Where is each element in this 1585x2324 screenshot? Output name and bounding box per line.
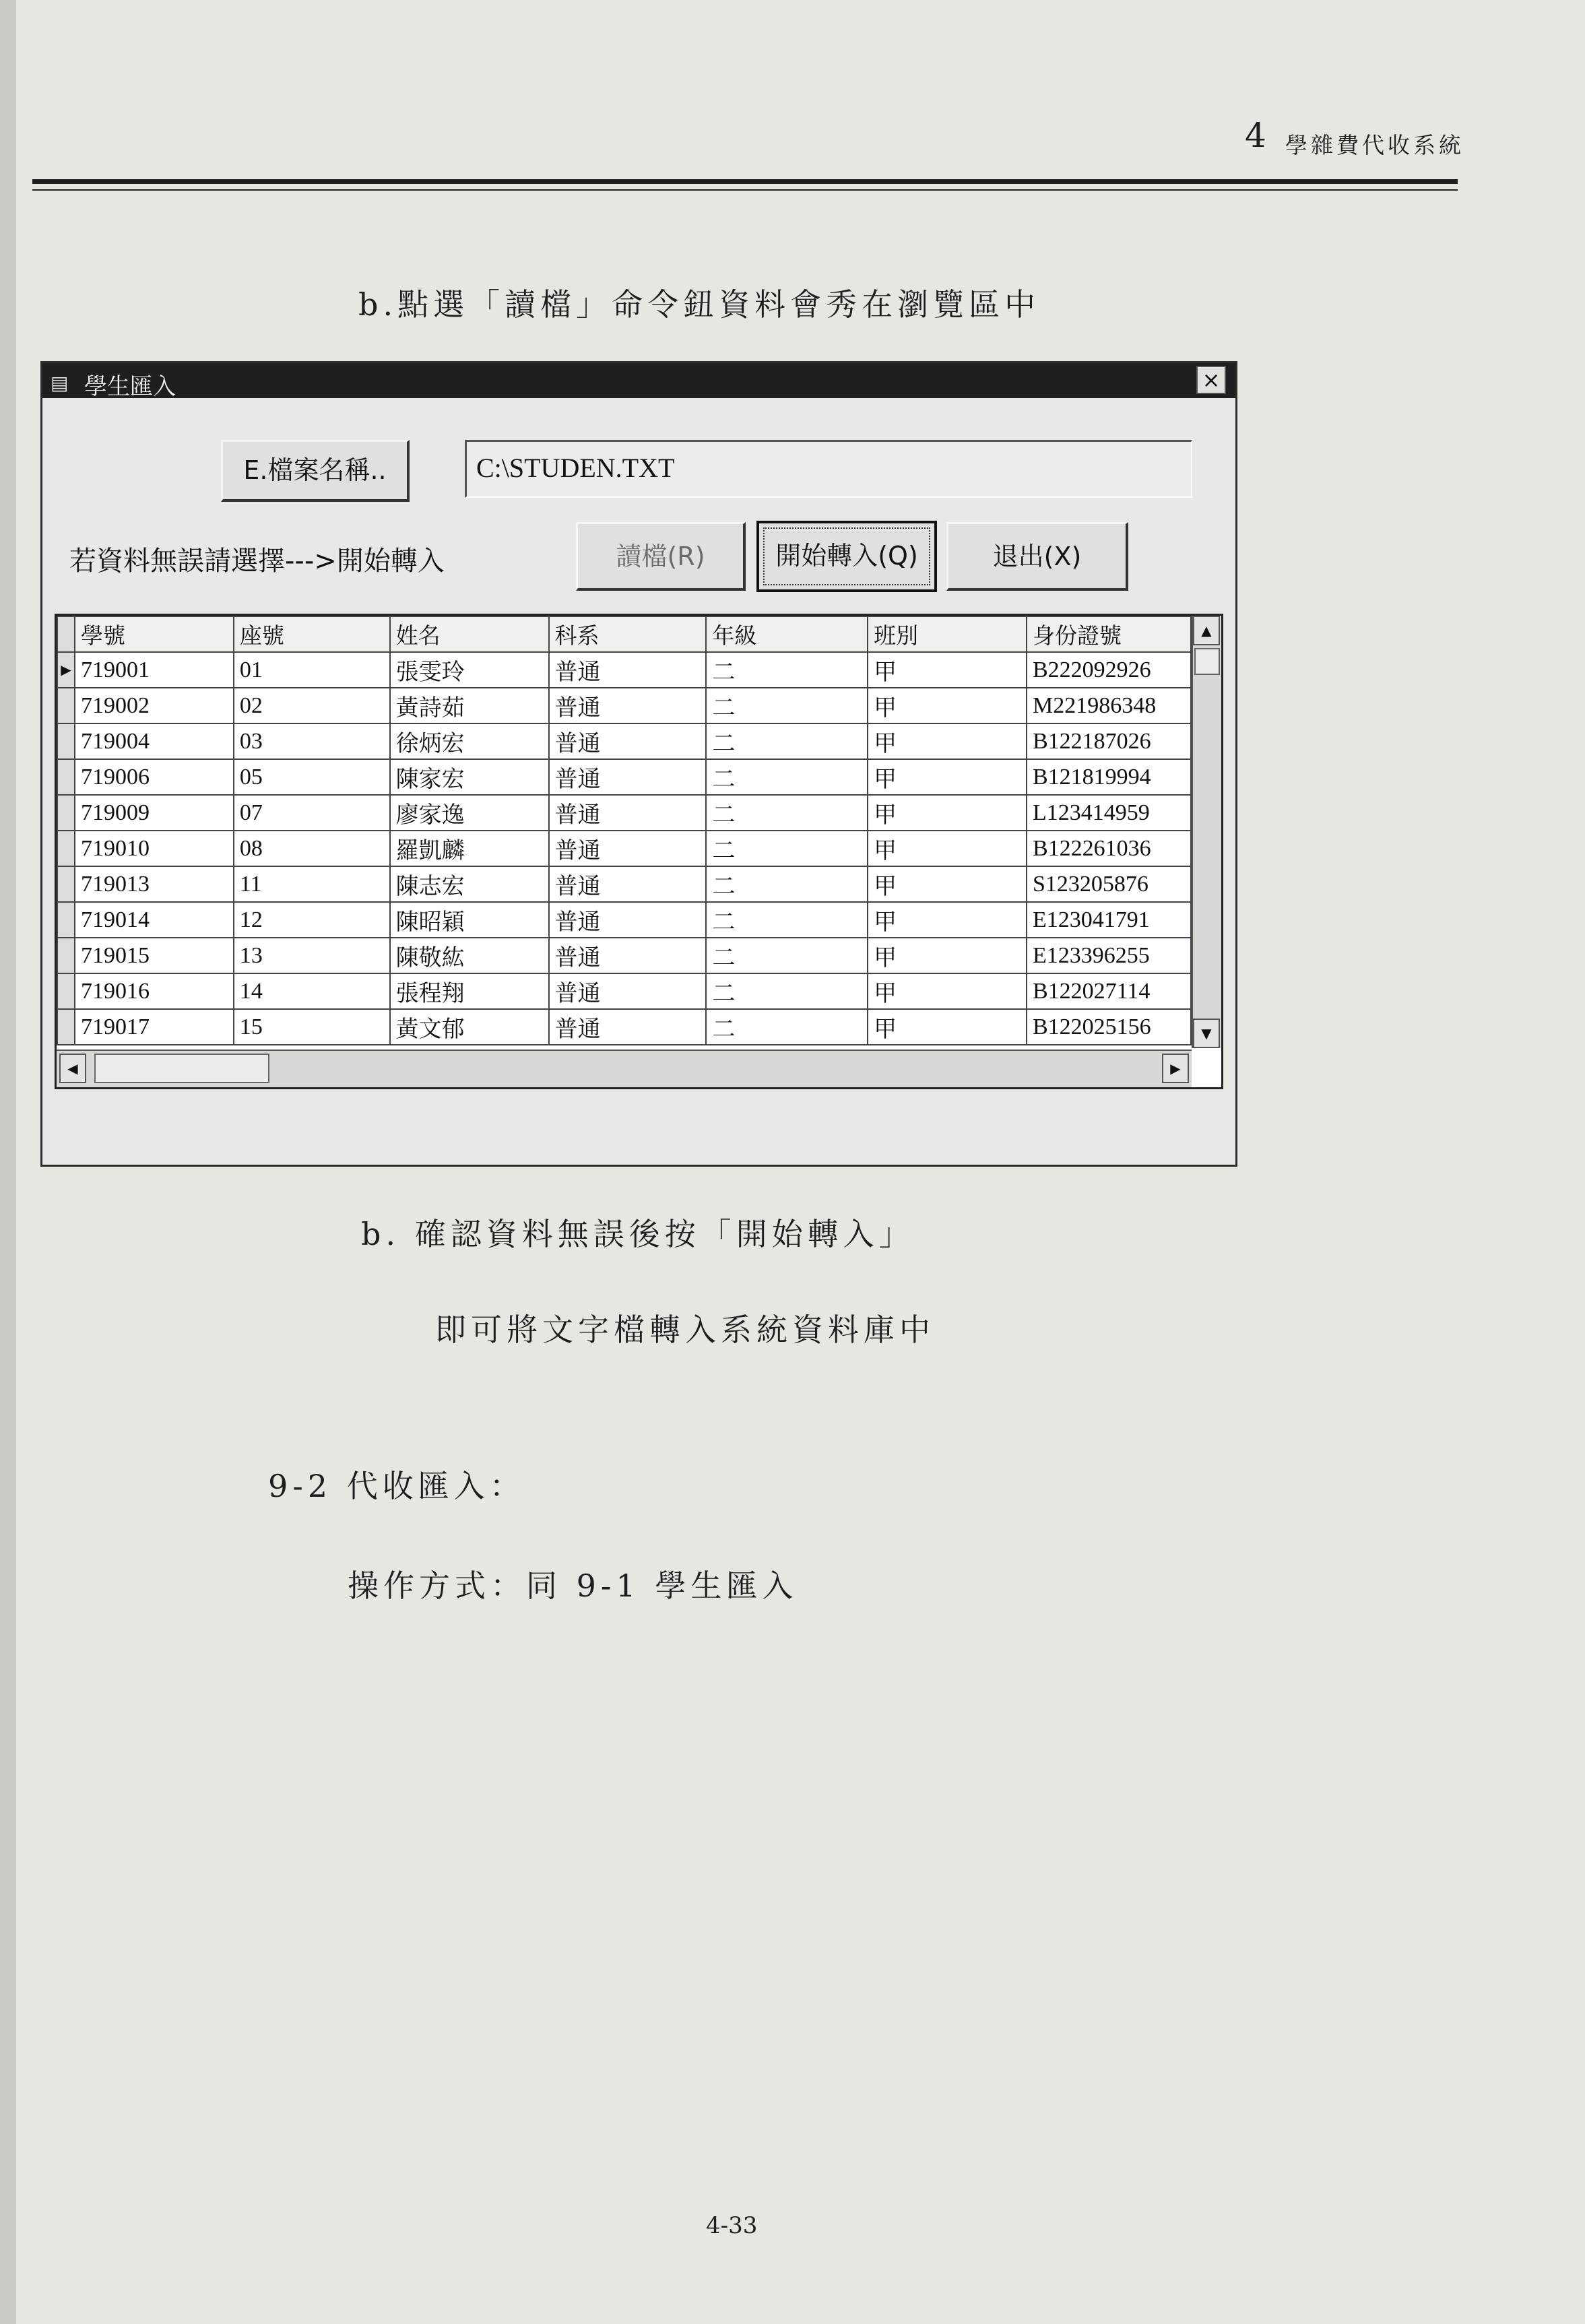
column-header[interactable]: 身份證號: [1027, 616, 1191, 652]
table-cell[interactable]: 黃詩茹: [390, 688, 549, 723]
table-cell[interactable]: E123396255: [1027, 938, 1191, 973]
table-row[interactable]: [57, 688, 1191, 723]
table-cell[interactable]: 719014: [75, 902, 234, 938]
table-cell[interactable]: 普通: [549, 723, 707, 759]
table-row[interactable]: [57, 831, 1191, 866]
row-indicator[interactable]: [57, 688, 75, 723]
table-cell[interactable]: 羅凱麟: [390, 831, 549, 866]
row-indicator[interactable]: [57, 831, 75, 866]
table-cell[interactable]: 719015: [75, 938, 234, 973]
table-cell[interactable]: 普通: [549, 652, 707, 688]
table-cell[interactable]: 719009: [75, 795, 234, 831]
hint-text: 若資料無誤請選擇--->開始轉入: [69, 546, 445, 577]
table-cell[interactable]: 二: [706, 795, 868, 831]
table-cell[interactable]: E123041791: [1027, 902, 1191, 938]
table-row[interactable]: [57, 652, 1191, 688]
file-path-input[interactable]: C:\STUDEN.TXT: [465, 440, 1192, 498]
column-header[interactable]: 姓名: [390, 616, 549, 652]
header-rule-thin: [32, 189, 1458, 191]
grid-table: [57, 616, 1192, 1045]
table-cell[interactable]: 甲: [868, 902, 1027, 938]
horizontal-scroll-thumb[interactable]: [94, 1054, 269, 1083]
table-cell[interactable]: 普通: [549, 688, 707, 723]
table-cell[interactable]: 二: [706, 723, 868, 759]
table-cell[interactable]: B121819994: [1027, 759, 1191, 795]
table-cell[interactable]: 普通: [549, 902, 707, 938]
table-cell[interactable]: 徐炳宏: [390, 723, 549, 759]
table-row[interactable]: [57, 795, 1191, 831]
table-cell[interactable]: 甲: [868, 1009, 1027, 1045]
grid-header-row: [57, 616, 1191, 652]
table-cell[interactable]: B122025156: [1027, 1009, 1191, 1045]
row-indicator[interactable]: [57, 1009, 75, 1045]
table-cell[interactable]: B122027114: [1027, 973, 1191, 1009]
table-cell[interactable]: 陳昭穎: [390, 902, 549, 938]
table-cell[interactable]: 二: [706, 831, 868, 866]
table-cell[interactable]: 15: [234, 1009, 390, 1045]
table-cell[interactable]: 719010: [75, 831, 234, 866]
data-grid[interactable]: [55, 614, 1223, 1089]
table-cell[interactable]: 13: [234, 938, 390, 973]
table-cell[interactable]: 12: [234, 902, 390, 938]
table-cell[interactable]: 07: [234, 795, 390, 831]
file-name-button[interactable]: E.檔案名稱..: [221, 440, 410, 502]
column-header[interactable]: 年級: [706, 616, 868, 652]
table-cell[interactable]: 二: [706, 759, 868, 795]
table-cell[interactable]: 甲: [868, 759, 1027, 795]
instruction-heading: b.點選「讀檔」命令鈕資料會秀在瀏覽區中: [358, 286, 1041, 323]
horizontal-scrollbar[interactable]: [57, 1050, 1192, 1087]
table-cell[interactable]: B122187026: [1027, 723, 1191, 759]
row-indicator[interactable]: [57, 938, 75, 973]
table-cell[interactable]: 甲: [868, 688, 1027, 723]
table-row[interactable]: [57, 938, 1191, 973]
header-rule-thick: [32, 179, 1458, 184]
table-cell[interactable]: 張雯玲: [390, 652, 549, 688]
table-row[interactable]: [57, 759, 1191, 795]
row-indicator[interactable]: [57, 973, 75, 1009]
table-cell[interactable]: 普通: [549, 866, 707, 902]
read-file-button[interactable]: 讀檔(R): [576, 522, 746, 591]
table-cell[interactable]: 陳志宏: [390, 866, 549, 902]
scroll-up-button[interactable]: ▲: [1193, 616, 1220, 645]
table-cell[interactable]: 08: [234, 831, 390, 866]
column-header[interactable]: 科系: [549, 616, 707, 652]
table-cell[interactable]: 719006: [75, 759, 234, 795]
table-cell[interactable]: 14: [234, 973, 390, 1009]
column-header[interactable]: 座號: [234, 616, 390, 652]
table-cell[interactable]: 甲: [868, 973, 1027, 1009]
scroll-down-button[interactable]: ▼: [1193, 1019, 1220, 1048]
table-row[interactable]: [57, 902, 1191, 938]
scroll-right-button[interactable]: ▶: [1162, 1054, 1189, 1083]
table-cell[interactable]: 甲: [868, 723, 1027, 759]
table-cell[interactable]: 719013: [75, 866, 234, 902]
table-cell[interactable]: 普通: [549, 1009, 707, 1045]
table-cell[interactable]: 11: [234, 866, 390, 902]
page-number: 4-33: [706, 2212, 758, 2239]
student-import-dialog: [40, 361, 1237, 1167]
table-cell[interactable]: M221986348: [1027, 688, 1191, 723]
table-row[interactable]: [57, 1009, 1191, 1045]
scroll-left-button[interactable]: ◀: [59, 1054, 86, 1083]
column-header[interactable]: 學號: [75, 616, 234, 652]
table-cell[interactable]: 普通: [549, 831, 707, 866]
table-cell[interactable]: 719017: [75, 1009, 234, 1045]
chapter-title: 學雜費代收系統: [1285, 132, 1464, 158]
row-indicator[interactable]: [57, 723, 75, 759]
table-cell[interactable]: 甲: [868, 938, 1027, 973]
table-cell[interactable]: 普通: [549, 973, 707, 1009]
close-button[interactable]: ×: [1196, 366, 1226, 394]
vertical-scrollbar[interactable]: [1192, 616, 1221, 1048]
window-icon: ▤: [51, 372, 69, 394]
table-cell[interactable]: 普通: [549, 938, 707, 973]
row-indicator[interactable]: [57, 759, 75, 795]
row-indicator[interactable]: [57, 866, 75, 902]
table-cell[interactable]: 719004: [75, 723, 234, 759]
table-cell[interactable]: 二: [706, 1009, 868, 1045]
table-cell[interactable]: 黃文郁: [390, 1009, 549, 1045]
table-cell[interactable]: 二: [706, 688, 868, 723]
table-cell[interactable]: 二: [706, 652, 868, 688]
dialog-title: 學生匯入: [84, 373, 176, 400]
table-cell[interactable]: 二: [706, 902, 868, 938]
table-cell[interactable]: 二: [706, 973, 868, 1009]
table-cell[interactable]: 05: [234, 759, 390, 795]
table-cell[interactable]: 719016: [75, 973, 234, 1009]
table-cell[interactable]: 甲: [868, 866, 1027, 902]
table-row[interactable]: [57, 973, 1191, 1009]
operation-method: 操作方式：同 9-1 學生匯入: [348, 1568, 798, 1604]
table-cell[interactable]: S123205876: [1027, 866, 1191, 902]
section-heading-9-2: 9-2 代收匯入：: [268, 1468, 525, 1504]
table-cell[interactable]: L123414959: [1027, 795, 1191, 831]
row-indicator[interactable]: [57, 795, 75, 831]
table-cell[interactable]: 甲: [868, 831, 1027, 866]
table-cell[interactable]: 廖家逸: [390, 795, 549, 831]
table-cell[interactable]: 03: [234, 723, 390, 759]
table-cell[interactable]: B222092926: [1027, 652, 1191, 688]
table-row[interactable]: [57, 723, 1191, 759]
table-cell[interactable]: 719002: [75, 688, 234, 723]
table-cell[interactable]: 二: [706, 938, 868, 973]
table-cell[interactable]: 01: [234, 652, 390, 688]
table-cell[interactable]: 02: [234, 688, 390, 723]
exit-button[interactable]: 退出(X): [946, 522, 1128, 591]
table-row[interactable]: [57, 866, 1191, 902]
column-header[interactable]: 班別: [868, 616, 1027, 652]
row-indicator-header: [57, 616, 75, 652]
table-cell[interactable]: 陳敬紘: [390, 938, 549, 973]
chapter-number: 4: [1245, 116, 1266, 155]
table-cell[interactable]: B122261036: [1027, 831, 1191, 866]
confirm-instruction-continued: 即可將文字檔轉入系統資料庫中: [435, 1312, 935, 1348]
vertical-scroll-thumb[interactable]: [1194, 648, 1220, 675]
grid-viewport: [57, 616, 1192, 1048]
table-cell[interactable]: 普通: [549, 795, 707, 831]
current-row-indicator-icon[interactable]: ▶: [57, 652, 75, 688]
dialog-titlebar[interactable]: [42, 363, 1235, 398]
table-cell[interactable]: 甲: [868, 795, 1027, 831]
table-cell[interactable]: 普通: [549, 759, 707, 795]
table-cell[interactable]: 張程翔: [390, 973, 549, 1009]
row-indicator[interactable]: [57, 902, 75, 938]
table-cell[interactable]: 二: [706, 866, 868, 902]
start-import-button[interactable]: 開始轉入(Q): [756, 521, 937, 592]
table-cell[interactable]: 719001: [75, 652, 234, 688]
table-cell[interactable]: 甲: [868, 652, 1027, 688]
page-edge: [0, 0, 16, 2324]
confirm-instruction: b. 確認資料無誤後按「開始轉入」: [361, 1216, 915, 1252]
table-cell[interactable]: 陳家宏: [390, 759, 549, 795]
